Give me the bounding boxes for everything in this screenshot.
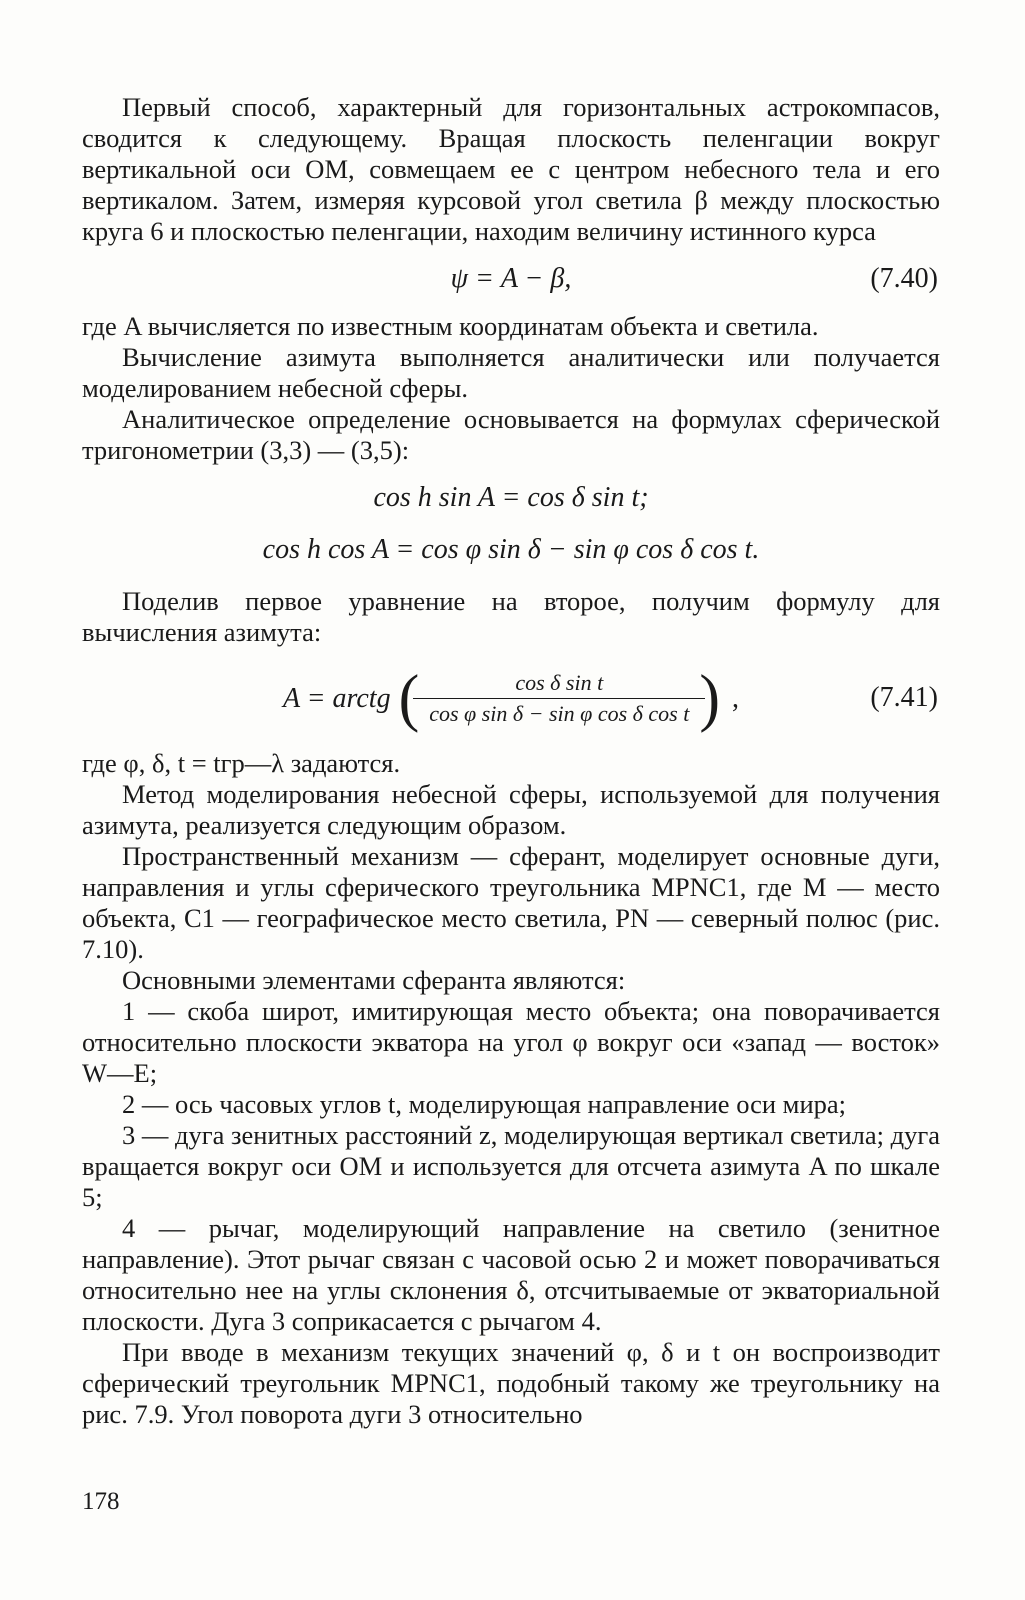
formula-7-41-number: (7.41) [870,682,938,713]
page-body [82,92,940,1430]
formula-7-40-number: (7.40) [870,263,938,294]
paragraph-input-values: При вводе в механизм текущих значений φ, δ и t он воспроизводит сферический треугольник MPNC1, подобный такому же треугольнику на рис. 7.9. Угол поворота дуги 3 относительно [82,1337,940,1429]
list-item-3: 3 — дуга зенитных расстояний z, моделирующая вертикал светила; дуга вращается вокруг оси ОМ и используется для отсчета азимута A по шкале 5; [82,1120,940,1212]
formula-7-41-expression [82,658,940,738]
paragraph-where-a: где A вычисляется по известным координатам объекта и светила. [82,311,819,341]
formula-7-40-expression: ψ = A − β, [450,263,572,294]
formula-cos-a [82,528,940,572]
paragraph-first-method: Первый способ, характерный для горизонтальных астрокомпасов, сводится к следующему. Вращая плоскость пеленгации вокруг вертикальной оси ОМ, совмещаем ее с центром небесного тела и его вертикалом. Затем, измеряя курсовой угол светила β между плоскостью круга 6 и плоскостью пеленгации, находим величину истинного курса [82,92,940,246]
formula-7-41-comma: , [731,682,739,714]
paragraph-elements-intro: Основными элементами сферанта являются: [122,965,626,995]
formula-sin-a [82,476,940,520]
list-item-4: 4 — рычаг, моделирующий направление на светило (зенитное направление). Этот рычаг связан с часовой осью 2 и может поворачиваться относительно нее на углы склонения δ, отсчитываемые от экваториальной плоскости. Дуга 3 соприкасается с рычагом 4. [82,1213,940,1336]
formula-sin-a-expression: cos h sin A = cos δ sin t; [373,482,649,513]
formula-cos-a-expression: cos h cos A = cos φ sin δ − sin φ cos δ cos t. [262,534,760,565]
list-item-2: 2 — ось часовых углов t, моделирующая направление оси мира; [122,1089,847,1119]
fraction-numerator: cos δ sin t [413,670,705,699]
paragraph-given-values: где φ, δ, t = tгр—λ задаются. [82,748,401,778]
formula-7-41 [82,658,940,738]
paragraph-divide: Поделив первое уравнение на второе, получим формулу для вычисления азимута: [82,586,940,647]
formula-7-41-lhs: A = arctg [283,682,391,714]
paragraph-modeling-method: Метод моделирования небесной сферы, используемой для получения азимута, реализуется следующим образом. [82,779,940,840]
paragraph-azimuth-calc: Вычисление азимута выполняется аналитически или получается моделированием небесной сферы. [82,342,940,403]
paragraph-spherant: Пространственный механизм — сферант, моделирует основные дуги, направления и углы сферического треугольника MPNC1, где M — место объекта, C1 — географическое место светила, PN — северный полюс (рис. 7.10). [82,841,940,964]
page-number: 178 [82,1488,120,1515]
formula-7-40 [82,247,940,311]
list-item-1: 1 — скоба широт, имитирующая место объекта; она поворачивается относительно плоскости экватора на угол φ вокруг оси «запад — восток» W—E; [82,996,940,1088]
fraction-denominator: cos φ sin δ − sin φ cos δ cos t [429,700,690,726]
left-paren-glyph: ( [398,662,420,734]
right-paren-glyph: ) [699,662,720,734]
fraction [421,670,697,727]
paragraph-analytic: Аналитическое определение основывается на формулах сферической тригонометрии (3,3) — (3,5): [82,404,940,465]
